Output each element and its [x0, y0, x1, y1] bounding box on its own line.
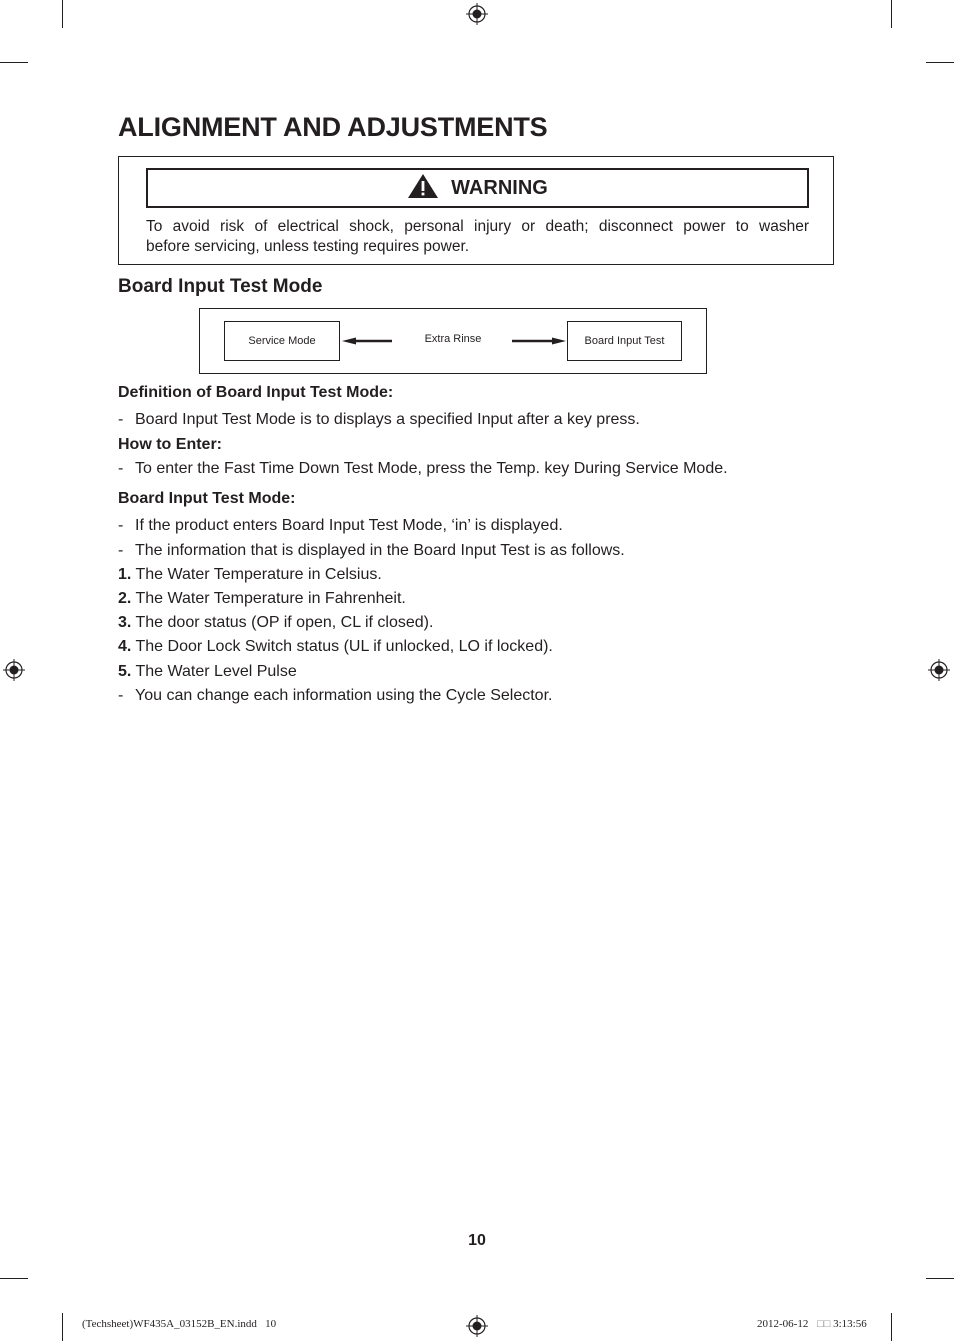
numbered-item	[118, 663, 297, 681]
item-number: 1.	[118, 566, 132, 583]
footer-file-name: (Techsheet)WF435A_03152B_EN.indd 10	[82, 1318, 277, 1330]
bullet-dash: -	[118, 460, 124, 477]
crop-mark	[62, 0, 63, 28]
warning-text-line: To avoid risk of electrical shock, personal injury or death; disconnect power to washer	[146, 218, 809, 235]
warning-text	[146, 217, 809, 257]
enter-item: To enter the Fast Time Down Test Mode, press the Temp. key During Service Mode.	[135, 460, 728, 477]
warning-text-line: before servicing, unless testing requires power.	[146, 238, 470, 255]
registration-mark-icon	[3, 659, 25, 681]
footer-garbled: □□	[817, 1318, 831, 1330]
crop-mark	[926, 62, 954, 63]
flow-node-board-input-test: Board Input Test	[567, 321, 682, 361]
registration-mark-icon	[928, 659, 950, 681]
footer-timestamp	[757, 1318, 867, 1330]
crop-mark	[62, 1313, 63, 1341]
bullet-dash: -	[118, 687, 124, 704]
numbered-item	[118, 590, 406, 608]
final-item: You can change each information using the Cycle Selector.	[135, 687, 553, 704]
numbered-item	[118, 638, 553, 656]
crop-mark	[926, 1278, 954, 1279]
definition-heading: Definition of Board Input Test Mode:	[118, 384, 394, 401]
enter-heading: How to Enter:	[118, 436, 222, 453]
warning-header	[146, 168, 809, 208]
warning-box	[118, 156, 834, 265]
flow-node-service-mode: Service Mode	[224, 321, 340, 361]
warning-label: WARNING	[451, 176, 548, 199]
footer-time: 3:13:56	[833, 1318, 867, 1330]
item-text: The Water Level Pulse	[135, 663, 297, 680]
item-number: 2.	[118, 590, 132, 607]
item-text: The Water Temperature in Fahrenheit.	[135, 590, 406, 607]
numbered-item	[118, 566, 382, 584]
crop-mark	[891, 0, 892, 28]
mode-item: If the product enters Board Input Test Mode, ‘in’ is displayed.	[135, 517, 563, 534]
mode-flow-diagram	[199, 308, 707, 374]
footer-date: 2012-06-12	[757, 1318, 809, 1330]
item-text: The door status (OP if open, CL if closed).	[135, 614, 434, 631]
item-text: The Water Temperature in Celsius.	[135, 566, 382, 583]
mode-heading: Board Input Test Mode:	[118, 490, 296, 507]
registration-mark-icon	[466, 1315, 488, 1337]
page-title: ALIGNMENT AND ADJUSTMENTS	[118, 112, 548, 142]
bullet-dash: -	[118, 542, 124, 559]
item-number: 4.	[118, 638, 132, 655]
flow-label-extra-rinse: Extra Rinse	[424, 333, 482, 345]
registration-mark-icon	[466, 3, 488, 25]
definition-item: Board Input Test Mode is to displays a specified Input after a key press.	[135, 411, 640, 428]
section-heading: Board Input Test Mode	[118, 276, 323, 297]
warning-triangle-icon	[407, 173, 439, 204]
item-number: 3.	[118, 614, 132, 631]
crop-mark	[0, 1278, 28, 1279]
crop-mark	[891, 1313, 892, 1341]
item-text: The Door Lock Switch status (UL if unlocked, LO if locked).	[135, 638, 553, 655]
page-number: 10	[468, 1232, 486, 1249]
mode-item: The information that is displayed in the Board Input Test is as follows.	[135, 542, 625, 559]
bullet-dash: -	[118, 411, 124, 428]
crop-mark	[0, 62, 28, 63]
bullet-dash: -	[118, 517, 124, 534]
numbered-item	[118, 614, 433, 632]
item-number: 5.	[118, 663, 132, 680]
